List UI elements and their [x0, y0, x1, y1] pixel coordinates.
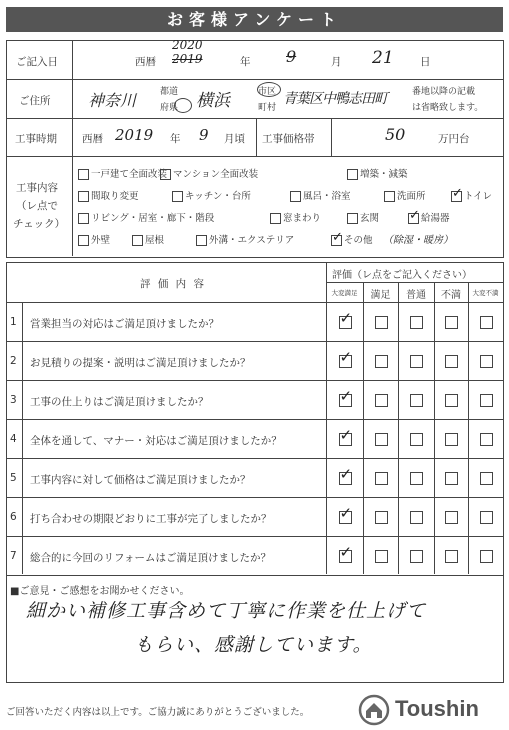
- comments-line-2: もらい、感謝しています。: [134, 634, 373, 656]
- rating-checkbox[interactable]: [410, 355, 423, 368]
- question-number: 4: [10, 433, 17, 445]
- comments-line-1: 細かい補修工事含めて丁寧に作業を仕上げて: [26, 600, 427, 622]
- work-label-1: 工事内容: [16, 182, 58, 194]
- eval-rating-subdivider: [326, 282, 503, 283]
- check-mark-icon: ✓: [339, 465, 353, 483]
- date-era: 西暦: [135, 56, 156, 68]
- rating-checkbox[interactable]: [375, 394, 388, 407]
- rating-checkbox[interactable]: [375, 550, 388, 563]
- checkbox[interactable]: [331, 230, 343, 246]
- rating-checkbox[interactable]: [410, 433, 423, 446]
- checkbox[interactable]: [347, 169, 358, 180]
- checkbox[interactable]: [196, 235, 207, 246]
- row-divider: [6, 79, 503, 80]
- rating-checkbox[interactable]: [445, 433, 458, 446]
- brand-name: Toushin: [395, 696, 479, 721]
- work-option-label: リビング・居室・廊下・階段: [91, 213, 215, 224]
- date-year-written: 2020: [172, 38, 203, 52]
- work-option-label: マンション全面改装: [173, 169, 259, 180]
- date-day-unit: 日: [420, 56, 431, 68]
- rating-checkbox[interactable]: [410, 316, 423, 329]
- rating-checkbox[interactable]: [445, 550, 458, 563]
- eval-header-content: 評 価 内 容: [140, 278, 207, 290]
- comments-label: ■ご意見・ご感想をお聞かせください。: [10, 586, 190, 597]
- checkbox[interactable]: [384, 191, 395, 202]
- rating-checkbox[interactable]: [375, 511, 388, 524]
- work-option-label: キッチン・台所: [185, 191, 251, 202]
- check-mark-icon: ✓: [339, 348, 353, 366]
- work-option-label: 窓まわり: [283, 213, 322, 224]
- eval-header-rating: 評価（レ点をご記入ください）: [332, 270, 472, 281]
- rating-checkbox[interactable]: [375, 433, 388, 446]
- eval-column-header: 大変不満: [472, 289, 499, 297]
- period-month-unit: 月頃: [224, 133, 245, 145]
- work-option-label: 玄関: [360, 213, 380, 224]
- eval-column-header: 不満: [441, 290, 461, 301]
- rating-checkbox[interactable]: [480, 472, 493, 485]
- rating-checkbox[interactable]: [445, 394, 458, 407]
- question-number: 6: [10, 511, 17, 523]
- checkbox[interactable]: [290, 191, 301, 202]
- info-table: [6, 40, 504, 258]
- work-option[interactable]: [78, 210, 214, 224]
- survey-title: お客様アンケート: [6, 7, 503, 32]
- question-text: お見積りの提案・説明はご満足頂けましたか？: [30, 357, 251, 369]
- rating-checkbox[interactable]: [410, 394, 423, 407]
- question-number: 2: [10, 355, 17, 367]
- city-circle: [257, 82, 281, 97]
- checkbox[interactable]: [160, 169, 171, 180]
- work-option[interactable]: [172, 188, 251, 202]
- brand-logo: [357, 694, 503, 726]
- eval-column-header: 大変満足: [331, 289, 358, 297]
- row-divider: [6, 156, 503, 157]
- work-option-label: 間取り変更: [91, 191, 139, 202]
- work-option[interactable]: [132, 232, 164, 246]
- rating-checkbox[interactable]: [480, 550, 493, 563]
- rating-checkbox[interactable]: [445, 355, 458, 368]
- rating-checkbox[interactable]: [445, 316, 458, 329]
- check-mark-icon: ✓: [332, 230, 343, 245]
- rating-checkbox[interactable]: [480, 355, 493, 368]
- fuken-circle: [174, 98, 192, 113]
- work-option-label: 洗面所: [397, 191, 426, 202]
- work-option[interactable]: [160, 166, 258, 180]
- period-year: 2019: [115, 126, 154, 144]
- work-label-3: チェック）: [13, 218, 66, 230]
- address-todo: 都道: [160, 87, 179, 97]
- check-mark-icon: ✓: [452, 186, 463, 201]
- work-option[interactable]: [384, 188, 426, 202]
- rating-checkbox[interactable]: [410, 550, 423, 563]
- rating-checkbox[interactable]: [410, 511, 423, 524]
- rating-checkbox[interactable]: [480, 394, 493, 407]
- check-mark-icon: ✓: [339, 543, 353, 561]
- checkbox[interactable]: [78, 235, 89, 246]
- rating-checkbox[interactable]: [375, 316, 388, 329]
- rating-checkbox[interactable]: [375, 472, 388, 485]
- work-option-label: トイレ: [464, 191, 493, 202]
- work-option-label: 外溝・エクステリア: [209, 235, 295, 246]
- work-option-label: その他: [344, 235, 373, 246]
- work-option-label: 増築・減築: [360, 169, 408, 180]
- checkbox[interactable]: [408, 208, 420, 224]
- check-mark-icon: ✓: [339, 504, 353, 522]
- date-day: 21: [372, 48, 394, 68]
- period-year-unit: 年: [170, 133, 181, 145]
- question-text: 工事内容に対して価格はご満足頂けましたか？: [30, 474, 251, 486]
- address-note-2: は省略致します。: [412, 103, 484, 113]
- price-label: 工事価格帯: [262, 133, 315, 145]
- work-option-label: 一戸建て全面改装: [91, 169, 168, 180]
- rating-checkbox[interactable]: [445, 511, 458, 524]
- price-divider: [331, 118, 332, 156]
- checkbox[interactable]: [451, 186, 463, 202]
- eval-col-divider: [363, 282, 364, 574]
- date-year-unit: 年: [240, 56, 251, 68]
- rating-checkbox[interactable]: [410, 472, 423, 485]
- checkbox[interactable]: [347, 213, 358, 224]
- eval-row-divider: [6, 380, 503, 381]
- address-prefecture: 神奈川: [88, 91, 137, 110]
- price-unit: 万円台: [438, 133, 470, 145]
- row-divider: [6, 118, 503, 119]
- address-note-1: 番地以降の記載: [412, 87, 476, 97]
- period-era: 西暦: [82, 133, 103, 145]
- check-mark-icon: ✓: [409, 208, 420, 223]
- eval-row-divider: [6, 458, 503, 459]
- checkbox[interactable]: [78, 191, 89, 202]
- eval-column-header: 普通: [406, 290, 426, 301]
- question-number: 1: [10, 316, 17, 328]
- price-value: 50: [385, 125, 406, 144]
- date-year-struck: 2019: [172, 52, 203, 66]
- work-option-label: 外壁: [91, 235, 111, 246]
- eval-col-divider: [398, 282, 399, 574]
- eval-row-divider: [6, 419, 503, 420]
- eval-header-divider: [6, 302, 503, 303]
- eval-col-divider: [434, 282, 435, 574]
- rating-checkbox[interactable]: [375, 355, 388, 368]
- work-other-text: （除湿・暖房）: [383, 235, 453, 246]
- question-number: 3: [10, 394, 17, 406]
- work-option-label: 屋根: [145, 235, 165, 246]
- rating-checkbox[interactable]: [445, 472, 458, 485]
- date-month-unit: 月: [331, 56, 342, 68]
- date-month: 9: [286, 47, 297, 66]
- work-option-label: 風呂・浴室: [303, 191, 351, 202]
- checkbox[interactable]: [132, 235, 143, 246]
- address-label: ご住所: [19, 95, 51, 107]
- eval-row-divider: [6, 497, 503, 498]
- eval-row-divider: [6, 536, 503, 537]
- eval-row-divider: [6, 341, 503, 342]
- work-option-label: 給湯器: [421, 213, 450, 224]
- address-town-unit: 町村: [258, 103, 277, 113]
- work-option[interactable]: [290, 188, 351, 202]
- work-option[interactable]: [331, 232, 373, 246]
- work-option[interactable]: [408, 210, 450, 224]
- work-option[interactable]: [78, 232, 110, 246]
- footer-text: ご回答いただく内容は以上です。ご協力誠にありがとうございました。: [6, 707, 310, 718]
- checkbox[interactable]: [78, 169, 89, 180]
- work-label-2: （レ点で: [16, 200, 58, 212]
- eval-num-divider: [22, 302, 23, 574]
- info-divider: [72, 40, 73, 256]
- work-option[interactable]: [270, 210, 321, 224]
- work-option[interactable]: [451, 188, 492, 202]
- check-mark-icon: ✓: [339, 387, 353, 405]
- eval-col-divider: [468, 282, 469, 574]
- address-city-unit: 市区: [258, 87, 277, 97]
- question-text: 総合的に今回のリフォームはご満足頂けましたか？: [30, 552, 271, 564]
- eval-column-header: 満足: [370, 290, 391, 301]
- checkbox[interactable]: [78, 213, 89, 224]
- check-mark-icon: ✓: [339, 426, 353, 444]
- eval-rating-divider: [326, 262, 327, 574]
- work-option[interactable]: [78, 166, 167, 180]
- work-option[interactable]: [196, 232, 294, 246]
- period-divider: [256, 118, 257, 156]
- rating-checkbox[interactable]: [480, 433, 493, 446]
- question-number: 5: [10, 472, 17, 484]
- work-option[interactable]: [78, 188, 139, 202]
- address-city: 横浜: [196, 91, 230, 111]
- date-label: ご記入日: [16, 56, 58, 68]
- rating-checkbox[interactable]: [480, 316, 493, 329]
- address-fuken: 府県: [160, 103, 179, 113]
- check-mark-icon: ✓: [339, 309, 353, 327]
- period-month: 9: [199, 126, 209, 144]
- work-option[interactable]: [347, 166, 408, 180]
- question-text: 工事の仕上りはご満足頂けましたか？: [30, 396, 209, 408]
- address-ward-town: 青葉区中鴨志田町: [283, 91, 387, 107]
- house-logo-icon: [357, 694, 391, 726]
- checkbox[interactable]: [172, 191, 183, 202]
- rating-checkbox[interactable]: [480, 511, 493, 524]
- question-text: 打ち合わせの期限どおりに工事が完了しましたか？: [30, 513, 272, 525]
- checkbox[interactable]: [270, 213, 281, 224]
- period-label: 工事時期: [15, 133, 57, 145]
- work-option[interactable]: [347, 210, 379, 224]
- question-number: 7: [10, 550, 17, 562]
- question-text: 営業担当の対応はご満足頂けましたか？: [30, 318, 219, 330]
- question-text: 全体を通して、マナー・対応はご満足頂けましたか？: [30, 435, 282, 447]
